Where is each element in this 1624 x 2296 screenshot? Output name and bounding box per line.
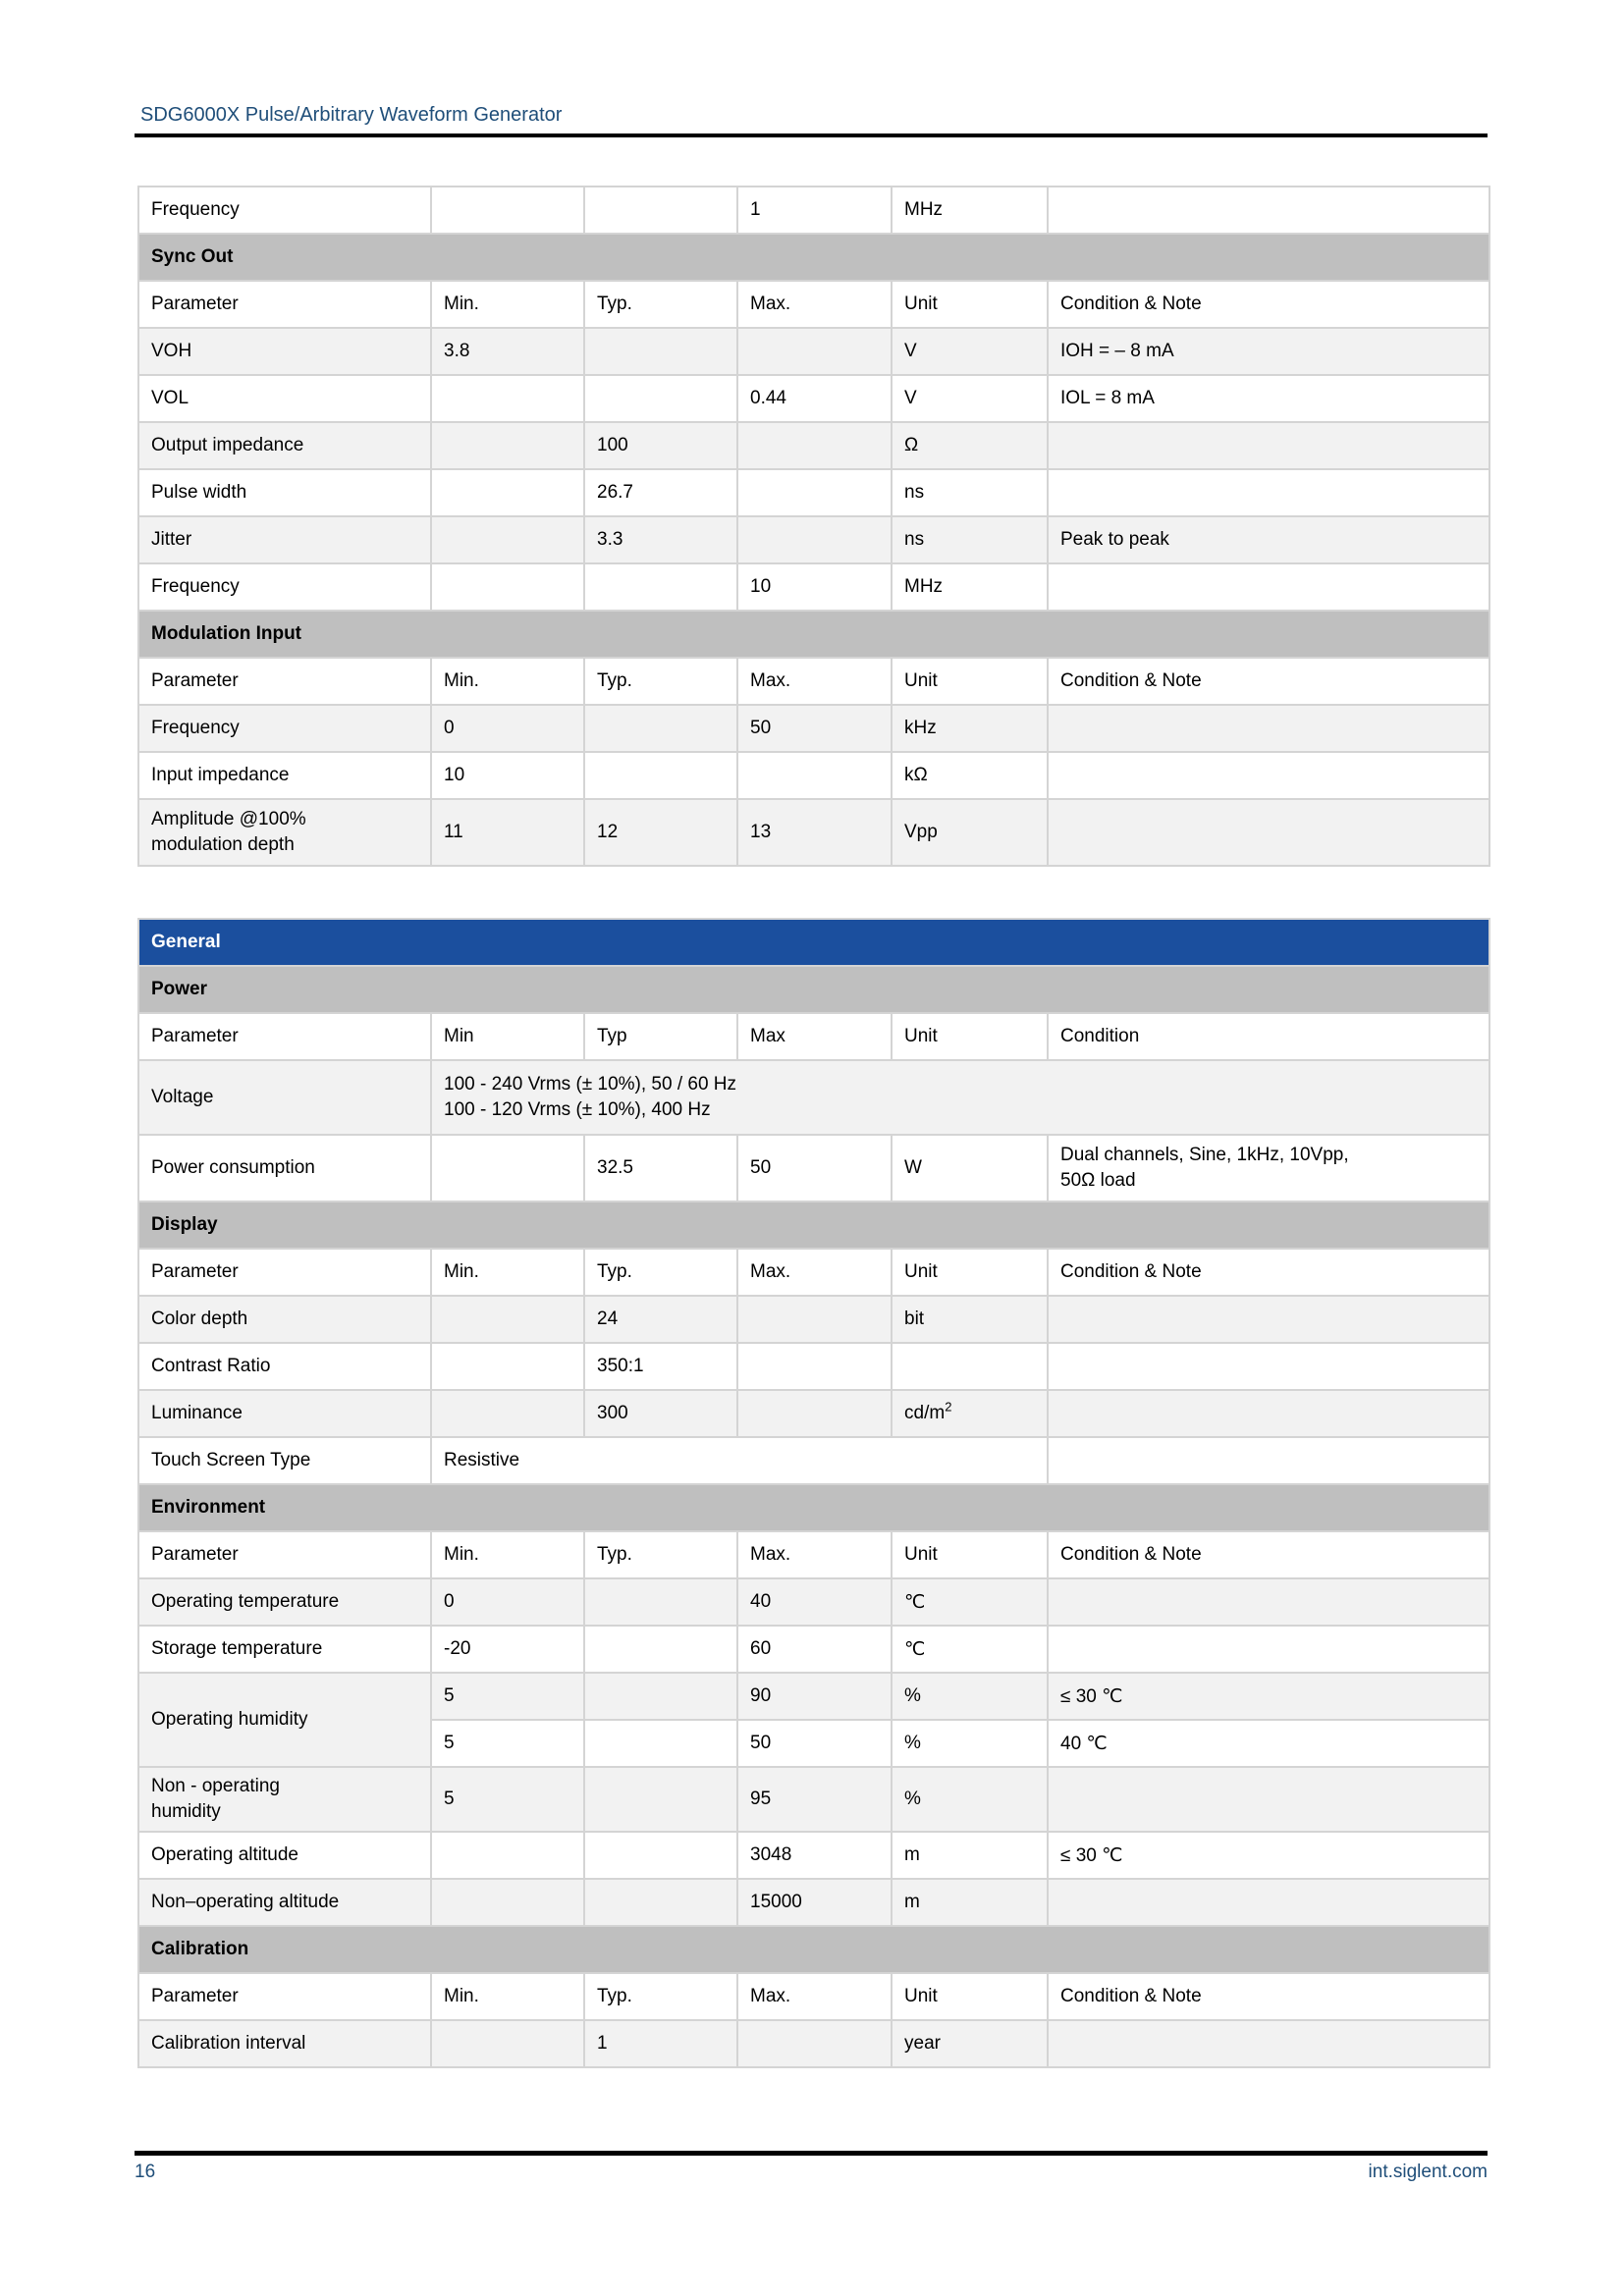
cell-parameter: Storage temperature — [138, 1626, 431, 1673]
column-header-typ: Typ. — [584, 1249, 737, 1296]
column-header-parameter: Parameter — [138, 1249, 431, 1296]
cell-condition — [1048, 1879, 1489, 1926]
column-header-unit: Unit — [892, 281, 1048, 328]
cell-min — [431, 469, 584, 516]
cell-min: 5 — [431, 1767, 584, 1832]
column-header-max: Max. — [737, 658, 892, 705]
cell-min — [431, 187, 584, 234]
cell-unit: Voltage — [138, 1060, 431, 1135]
cell-text-line: humidity — [151, 1801, 221, 1822]
column-header-unit: Unit — [892, 658, 1048, 705]
cell-unit: MHz — [892, 187, 1048, 234]
table-row — [138, 563, 1489, 611]
cell-parameter: Jitter — [138, 516, 431, 563]
column-header-min: Min. — [431, 1973, 584, 2020]
cell-max: Touch Screen Type — [138, 1437, 431, 1484]
cell-max: 10 — [737, 563, 892, 611]
column-header-max: Max — [737, 1013, 892, 1060]
cell-parameter: Operating altitude — [138, 1832, 431, 1879]
cell-max: 50 — [737, 1720, 892, 1767]
cell-typ — [584, 1832, 737, 1879]
table-row — [138, 1531, 1489, 1578]
cell-typ — [584, 1626, 737, 1673]
footer-rule — [135, 2151, 1488, 2156]
column-header-unit: Unit — [892, 1249, 1048, 1296]
cell-unit: V — [892, 375, 1048, 422]
column-header-parameter: Parameter — [138, 1013, 431, 1060]
table-row — [138, 1626, 1489, 1673]
cell-condition — [1048, 752, 1489, 799]
cell-parameter: VOH — [138, 328, 431, 375]
cell-parameter: VOL — [138, 375, 431, 422]
cell-min — [431, 422, 584, 469]
cell-min: 0 — [431, 705, 584, 752]
cell-max — [737, 328, 892, 375]
table-row — [138, 2020, 1489, 2067]
cell-typ — [584, 705, 737, 752]
cell-typ: 32.5 — [584, 1135, 737, 1201]
section-header-band: Sync Out — [138, 234, 1489, 281]
cell-min: 11 — [431, 799, 584, 866]
cell-condition — [1048, 799, 1489, 866]
cell-max: 60 — [737, 1626, 892, 1673]
cell-condition: ≤ 30 ℃ — [1048, 1673, 1489, 1720]
cell-min — [431, 516, 584, 563]
cell-typ: 100 — [584, 422, 737, 469]
cell-unit: Resistive — [431, 1437, 1048, 1484]
section-header-band: Environment — [138, 1484, 1489, 1531]
table-row — [138, 1343, 1489, 1390]
column-header-typ: Typ. — [584, 281, 737, 328]
cell-condition — [1048, 705, 1489, 752]
cell-min — [431, 1296, 584, 1343]
table-row — [138, 705, 1489, 752]
table-row — [138, 281, 1489, 328]
table-row — [138, 1437, 1489, 1484]
cell-typ: 26.7 — [584, 469, 737, 516]
cell-min — [431, 563, 584, 611]
cell-min — [431, 1832, 584, 1879]
sync-out-and-modulation-input-table — [137, 186, 1490, 867]
page-number: 16 — [135, 2162, 156, 2182]
cell-condition: IOL = 8 mA — [1048, 375, 1489, 422]
table-row — [138, 1767, 1489, 1832]
column-header-condition: Condition — [1048, 1013, 1489, 1060]
section-header-band: Power — [138, 966, 1489, 1013]
cell-parameter: Frequency — [138, 705, 431, 752]
cell-max — [737, 469, 892, 516]
cell-typ — [584, 1578, 737, 1626]
cell-min: 0 — [431, 1578, 584, 1626]
cell-unit: year — [892, 2020, 1048, 2067]
cell-min: -20 — [431, 1626, 584, 1673]
cell-min — [431, 2020, 584, 2067]
cell-parameter: Color depth — [138, 1296, 431, 1343]
section-header-band: Display — [138, 1201, 1489, 1249]
table-row — [138, 752, 1489, 799]
table-row — [138, 1484, 1489, 1531]
cell-min: 5 — [431, 1673, 584, 1720]
table-title-band: General — [138, 919, 1489, 966]
section-header-band: Calibration — [138, 1926, 1489, 1973]
table-row — [138, 658, 1489, 705]
cell-parameter: Output impedance — [138, 422, 431, 469]
cell-min: 5 — [431, 1720, 584, 1767]
column-header-unit: Unit — [892, 1013, 1048, 1060]
column-header-max: Max. — [737, 1531, 892, 1578]
column-header-unit: Unit — [892, 1531, 1048, 1578]
cell-max: 95 — [737, 1767, 892, 1832]
column-header-typ: Typ. — [584, 658, 737, 705]
cell-typ: 1 — [584, 2020, 737, 2067]
page-header — [135, 102, 1488, 137]
cell-typ — [584, 752, 737, 799]
column-header-max: Max. — [737, 281, 892, 328]
cell-condition — [1048, 2020, 1489, 2067]
cell-parameter: Frequency — [138, 563, 431, 611]
cell-unit: V — [892, 328, 1048, 375]
column-header-condition: Condition & Note — [1048, 1531, 1489, 1578]
cell-max: 3048 — [737, 1832, 892, 1879]
cell-max — [737, 1343, 892, 1390]
cell-typ — [584, 563, 737, 611]
cell-max — [737, 516, 892, 563]
cell-max: 15000 — [737, 1879, 892, 1926]
table-row — [138, 328, 1489, 375]
table-row — [138, 1296, 1489, 1343]
table-row — [138, 1249, 1489, 1296]
table-row — [138, 799, 1489, 866]
cell-typ — [584, 1720, 737, 1767]
cell-typ: 12 — [584, 799, 737, 866]
table-row — [138, 1673, 1489, 1720]
cell-unit: m — [892, 1879, 1048, 1926]
cell-unit: % — [892, 1767, 1048, 1832]
cell-condition — [1048, 1767, 1489, 1832]
table-row — [138, 469, 1489, 516]
cell-max — [737, 752, 892, 799]
cell-condition — [1048, 1343, 1489, 1390]
cell-condition: 40 ℃ — [1048, 1720, 1489, 1767]
cell-unit: Ω — [892, 422, 1048, 469]
column-header-parameter: Parameter — [138, 1531, 431, 1578]
cell-parameter: Contrast Ratio — [138, 1343, 431, 1390]
section-header-band: Modulation Input — [138, 611, 1489, 658]
cell-typ — [584, 328, 737, 375]
website-link[interactable]: int.siglent.com — [1368, 2162, 1488, 2182]
cell-min — [431, 375, 584, 422]
cell-max: 90 — [737, 1673, 892, 1720]
cell-parameter: Pulse width — [138, 469, 431, 516]
table-row — [138, 1832, 1489, 1879]
cell-unit: ns — [892, 469, 1048, 516]
table-row — [138, 611, 1489, 658]
column-header-parameter: Parameter — [138, 1973, 431, 2020]
cell-text-line: Non - operating — [151, 1776, 280, 1796]
cell-unit: W — [892, 1135, 1048, 1201]
cell-parameter: Non–operating altitude — [138, 1879, 431, 1926]
cell-text-line: 100 - 120 Vrms (± 10%), 400 Hz — [444, 1099, 711, 1120]
cell-min — [431, 1879, 584, 1926]
cell-max: 1 — [737, 187, 892, 234]
spec-table-container-sync-out — [137, 186, 1489, 867]
column-header-max: Max. — [737, 1973, 892, 2020]
cell-max: 0.44 — [737, 375, 892, 422]
column-header-typ: Typ. — [584, 1531, 737, 1578]
cell-text-line: 50Ω load — [1060, 1170, 1136, 1191]
cell-max: 40 — [737, 1578, 892, 1626]
cell-typ: 24 — [584, 1296, 737, 1343]
cell-text-line: Dual channels, Sine, 1kHz, 10Vpp, — [1060, 1145, 1349, 1165]
page-footer — [135, 2162, 1488, 2183]
column-header-condition: Condition & Note — [1048, 281, 1489, 328]
table-row — [138, 375, 1489, 422]
cell-typ — [584, 1767, 737, 1832]
cell-unit: MHz — [892, 563, 1048, 611]
column-header-min: Min. — [431, 1531, 584, 1578]
column-header-min: Min. — [431, 658, 584, 705]
cell-condition — [1048, 1437, 1489, 1484]
cell-unit: ns — [892, 516, 1048, 563]
cell-parameter: Operating humidity — [138, 1673, 431, 1767]
cell-max: 50 — [737, 1135, 892, 1201]
cell-max: 13 — [737, 799, 892, 866]
cell-unit: ℃ — [892, 1578, 1048, 1626]
cell-typ: 350:1 — [584, 1343, 737, 1390]
cell-condition — [1048, 469, 1489, 516]
cell-condition — [1048, 563, 1489, 611]
table-row — [138, 422, 1489, 469]
cell-min — [431, 1390, 584, 1437]
cell-min: 10 — [431, 752, 584, 799]
column-header-parameter: Parameter — [138, 658, 431, 705]
cell-max: 50 — [737, 705, 892, 752]
table-row — [138, 1013, 1489, 1060]
column-header-min: Min. — [431, 281, 584, 328]
column-header-unit: Unit — [892, 1973, 1048, 2020]
cell-typ — [584, 375, 737, 422]
cell-unit: Vpp — [892, 799, 1048, 866]
cell-unit: % — [892, 1673, 1048, 1720]
cell-condition: IOH = – 8 mA — [1048, 328, 1489, 375]
column-header-condition: Condition & Note — [1048, 658, 1489, 705]
cell-parameter: Frequency — [138, 187, 431, 234]
table-row — [138, 919, 1489, 966]
cell-max — [737, 2020, 892, 2067]
cell-text-line: 100 - 240 Vrms (± 10%), 50 / 60 Hz — [444, 1074, 737, 1095]
superscript: 2 — [945, 1399, 952, 1415]
cell-condition — [1048, 187, 1489, 234]
table-row — [138, 187, 1489, 234]
cell-condition — [431, 1060, 1489, 1135]
cell-parameter: Power consumption — [138, 1135, 431, 1201]
table-row — [138, 516, 1489, 563]
table-row — [138, 1578, 1489, 1626]
cell-condition — [1048, 422, 1489, 469]
cell-min — [431, 1343, 584, 1390]
cell-typ — [584, 187, 737, 234]
cell-unit: kHz — [892, 705, 1048, 752]
cell-condition — [1048, 1626, 1489, 1673]
cell-max — [737, 422, 892, 469]
cell-condition: ≤ 30 ℃ — [1048, 1832, 1489, 1879]
cell-typ: 300 — [584, 1390, 737, 1437]
table-row — [138, 1973, 1489, 2020]
table-row — [138, 1201, 1489, 1249]
cell-typ — [584, 1879, 737, 1926]
cell-condition — [1048, 1578, 1489, 1626]
general-table — [137, 918, 1490, 2068]
cell-condition — [1048, 1296, 1489, 1343]
header-rule — [135, 133, 1488, 137]
cell-parameter: Calibration interval — [138, 2020, 431, 2067]
cell-condition: Peak to peak — [1048, 516, 1489, 563]
cell-text-line: Amplitude @100% — [151, 809, 306, 829]
cell-unit: $cd/m^2$ — [892, 1390, 1048, 1437]
table-row — [138, 1060, 1489, 1135]
cell-parameter: Operating temperature — [138, 1578, 431, 1626]
cell-unit: bit — [892, 1296, 1048, 1343]
table-row — [138, 234, 1489, 281]
cell-max — [737, 1296, 892, 1343]
cell-parameter — [138, 1767, 431, 1832]
cell-unit: m — [892, 1832, 1048, 1879]
cell-condition — [1048, 1390, 1489, 1437]
cell-typ — [584, 1673, 737, 1720]
cell-parameter: Luminance — [138, 1390, 431, 1437]
cell-parameter — [138, 799, 431, 866]
cell-text-line: modulation depth — [151, 834, 295, 855]
table-row — [138, 966, 1489, 1013]
cell-parameter: Input impedance — [138, 752, 431, 799]
table-row — [138, 1390, 1489, 1437]
cell-unit: % — [892, 1720, 1048, 1767]
table-row — [138, 1135, 1489, 1201]
column-header-parameter: Parameter — [138, 281, 431, 328]
column-header-condition: Condition & Note — [1048, 1249, 1489, 1296]
cell-unit: ℃ — [892, 1626, 1048, 1673]
column-header-typ: Typ — [584, 1013, 737, 1060]
column-header-max: Max. — [737, 1249, 892, 1296]
cell-min: 3.8 — [431, 328, 584, 375]
cell-max — [737, 1390, 892, 1437]
table-row — [138, 1879, 1489, 1926]
table-row — [138, 1926, 1489, 1973]
cell-unit — [892, 1343, 1048, 1390]
cell-typ: 3.3 — [584, 516, 737, 563]
column-header-typ: Typ. — [584, 1973, 737, 2020]
spec-table-container-general — [137, 918, 1489, 2068]
cell-condition — [1048, 1135, 1489, 1201]
column-header-condition: Condition & Note — [1048, 1973, 1489, 2020]
document-title: SDG6000X Pulse/Arbitrary Waveform Generator — [140, 104, 563, 126]
cell-unit: kΩ — [892, 752, 1048, 799]
cell-min — [431, 1135, 584, 1201]
column-header-min: Min. — [431, 1249, 584, 1296]
column-header-min: Min — [431, 1013, 584, 1060]
